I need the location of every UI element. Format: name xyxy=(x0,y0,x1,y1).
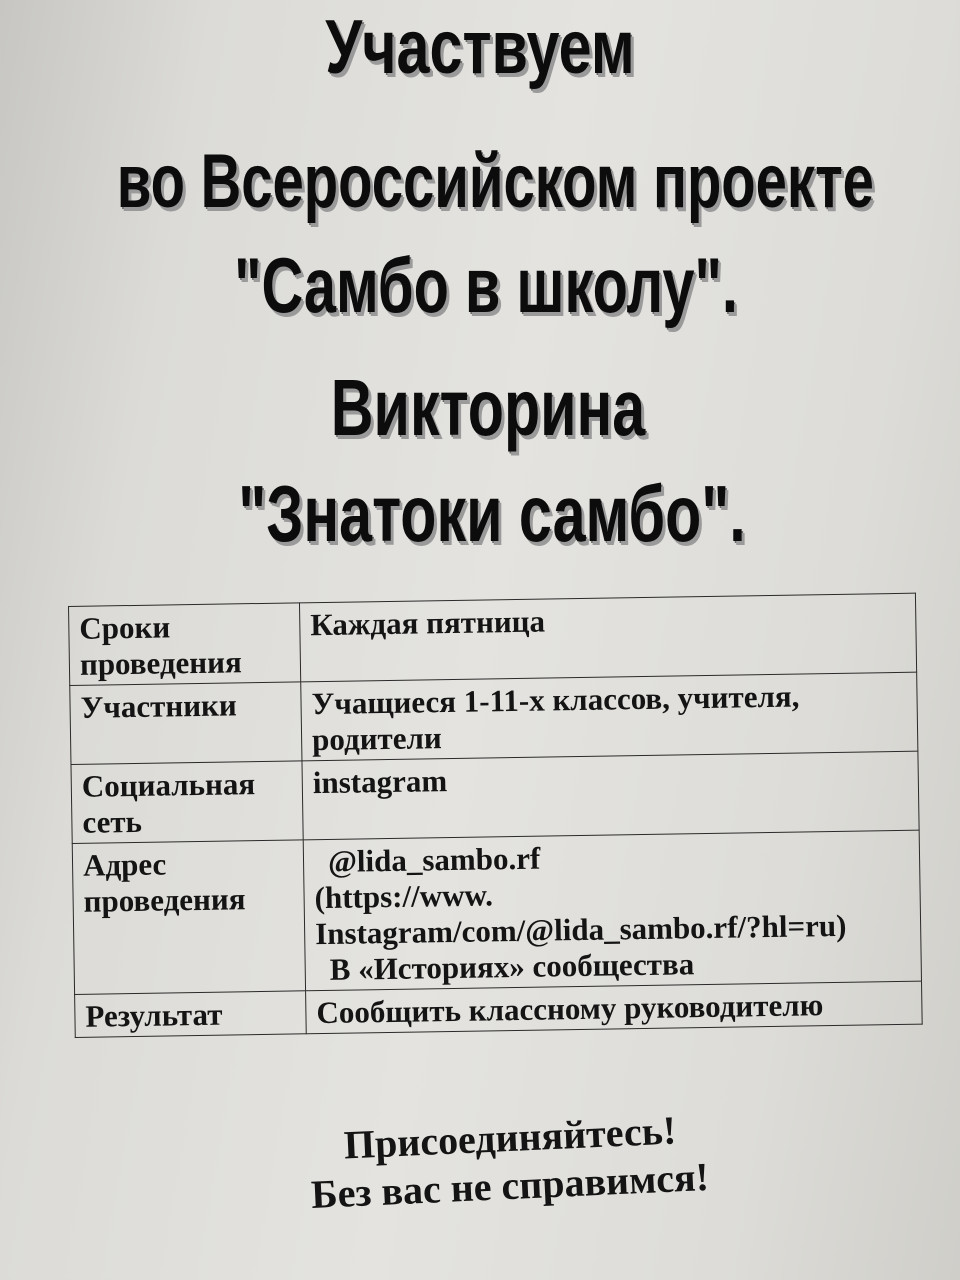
value-dates xyxy=(299,593,916,682)
label-text: Сроки xyxy=(79,609,171,646)
headline-line-2: во Всероссийском проекте xyxy=(116,139,874,224)
value-text: Instagram/com/@lida_sambo.rf/?hl=ru) xyxy=(314,907,847,952)
value-text: Сообщить классному руководителю xyxy=(316,987,824,1031)
label-text: проведения xyxy=(79,644,243,682)
value-address xyxy=(303,830,921,991)
value-text: В «Историях» сообщества xyxy=(329,946,695,987)
headline-line-3: "Самбо в школу". xyxy=(234,241,738,329)
headline-line-1: Участвуем xyxy=(325,5,635,90)
table-row-address xyxy=(72,830,921,994)
label-text: Социальная xyxy=(81,766,256,804)
headline-line-4: Викторина xyxy=(330,363,646,452)
value-text: (https://www. xyxy=(314,877,494,916)
table-row-dates xyxy=(69,593,917,685)
table-row-participants xyxy=(70,672,918,764)
value-text: Каждая пятница xyxy=(310,603,546,643)
value-text: instagram xyxy=(312,763,448,801)
table-row-social xyxy=(71,751,919,843)
value-text: Учащиеся 1-11-х классов, учителя, xyxy=(311,678,800,722)
label-social xyxy=(71,761,303,844)
label-result xyxy=(75,991,307,1038)
value-social xyxy=(302,751,919,840)
value-text: @lida_sambo.rf xyxy=(327,840,541,879)
value-participants xyxy=(301,672,918,761)
label-text: Результат xyxy=(85,996,223,1034)
footer-join-text: Присоединяйтесь! xyxy=(342,1107,678,1168)
label-text: Адрес xyxy=(82,846,167,883)
label-text: проведения xyxy=(83,881,246,919)
headline-line-5: "Знатоки самбо". xyxy=(238,469,746,558)
footer-need-you-text: Без вас не справимся! xyxy=(310,1153,710,1218)
value-result xyxy=(306,981,923,1034)
label-text: сеть xyxy=(82,803,143,840)
label-address xyxy=(72,840,305,995)
value-text: родители xyxy=(311,720,443,758)
label-text: Участники xyxy=(80,687,238,725)
label-participants xyxy=(70,682,302,765)
info-table xyxy=(68,593,923,1038)
label-dates xyxy=(69,603,301,686)
